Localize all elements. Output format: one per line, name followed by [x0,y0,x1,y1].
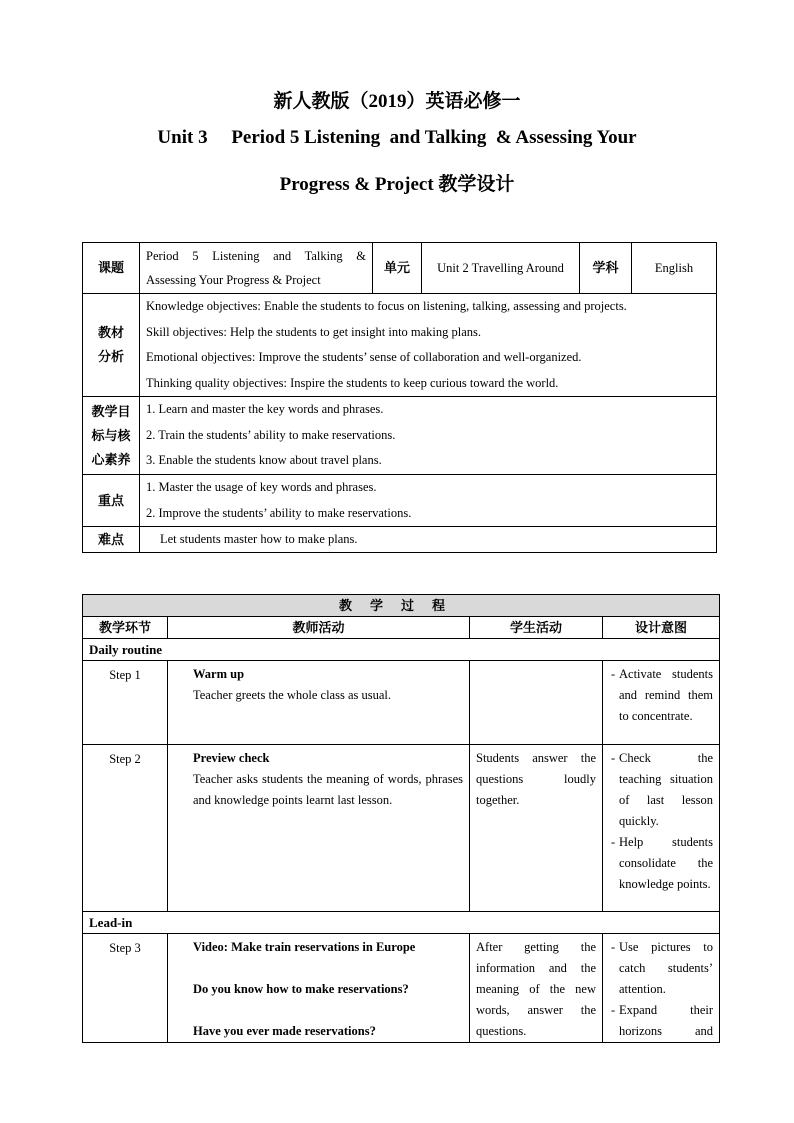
topic-row [83,243,717,294]
difficult-points-row [83,527,717,553]
difficult-points-content: Let students master how to make plans. [140,527,717,553]
key-point-line: 1. Master the usage of key words and phrases. [146,480,377,494]
goal-line: 1. Learn and master the key words and phrases. [146,402,384,417]
document-subtitle-continued: Progress & Project 教学设计 [279,174,515,195]
analysis-row [83,294,717,397]
topic-line: Assessing Your Progress & Project [146,273,321,287]
intent-text: Use pictures to catch students’ attention. [619,940,714,996]
intent-item: - Help students consolidate the knowledge points. [611,832,713,895]
activity-question: Have you ever made reservations? [193,1024,376,1038]
goals-row [83,397,717,475]
intent-item: - Check the teaching situation of last lesson quickly. [611,748,713,832]
objective-line: Thinking quality objectives: Inspire the students to keep curious toward the world. [146,375,559,390]
activity-title: Video: Make train reservations in Europe [193,940,416,954]
key-point-line: 2. Improve the students’ ability to make reservations. [146,505,412,520]
process-banner: 教学过程 [83,595,720,617]
teacher-activity [168,934,470,1043]
goals-content [140,397,717,475]
step-label: Step 1 [83,661,168,745]
unit-label: 单元 [373,243,422,294]
topic-value [140,243,373,294]
column-header-student: 学生活动 [470,617,603,639]
activity-title: Preview check [193,751,270,765]
activity-question: Do you know how to make reservations? [193,982,409,996]
key-points-label: 重点 [83,475,140,527]
subject-label: 学科 [580,243,632,294]
step-row [83,745,720,912]
subject-value: English [632,243,717,294]
goals-label [83,397,140,475]
objective-line: Knowledge objectives: Enable the students to focus on listening, talking, assessing and projects. [146,299,627,313]
student-activity: Students answer the questions loudly together. [470,745,603,912]
column-header-teacher: 教师活动 [168,617,470,639]
column-header-row [83,617,720,639]
key-points-content [140,475,717,527]
analysis-label-line: 教材 [97,325,124,340]
section-row-lead-in [83,912,720,934]
lesson-info-table [82,242,717,553]
step-label: Step 3 [83,934,168,1043]
intent-text: Activate students and remind them to concentrate. [619,667,714,723]
intent-item: - Use pictures to catch students’ attention. [611,937,713,1000]
intent-text: Check the teaching situation of last lesson quickly. [619,751,714,828]
intent-text: Expand their horizons and [619,1003,714,1038]
goals-label-line: 标与核 [91,427,131,443]
intent-item: - Activate students and remind them to concentrate. [611,664,713,727]
goal-line: 3. Enable the students know about travel plans. [146,453,382,468]
unit-value: Unit 2 Travelling Around [422,243,580,294]
document-subtitle: Unit 3 Period 5 Listening and Talking & Assessing Your [157,127,637,148]
teacher-activity [168,745,470,912]
key-points-row [83,475,717,527]
design-intent [603,934,720,1043]
objective-line: Emotional objectives: Improve the students’ sense of collaboration and well-organized. [146,350,582,364]
goals-label-line: 心素养 [91,451,131,467]
student-activity [470,661,603,745]
topic-line: Period 5 Listening and Talking & [146,249,366,263]
column-header-step: 教学环节 [83,617,168,639]
intent-text: Help students consolidate the knowledge points. [619,835,714,891]
process-banner-row [83,595,720,617]
step-row [83,934,720,1043]
step-label: Step 2 [83,745,168,912]
analysis-label-line: 分析 [97,349,124,364]
activity-text: Teacher greets the whole class as usual. [193,688,392,702]
column-header-intent: 设计意图 [603,617,720,639]
teaching-process-table [82,594,720,1043]
section-title: Daily routine [83,639,720,661]
goals-label-line: 教学目 [91,403,131,419]
objective-line: Skill objectives: Help the students to get insight into making plans. [146,324,482,339]
design-intent [603,661,720,745]
document-title: 新人教版（2019）英语必修一 [273,91,521,112]
intent-item: - Expand their horizons and [611,1000,713,1042]
activity-title: Warm up [193,667,245,681]
activity-text: Teacher asks students the meaning of words, phrases and knowledge points learnt last lesson. [193,772,463,807]
section-row-daily-routine [83,639,720,661]
design-intent [603,745,720,912]
teacher-activity [168,661,470,745]
difficult-points-label: 难点 [83,527,140,553]
goal-line: 2. Train the students’ ability to make reservations. [146,427,396,442]
student-activity: After getting the information and the meaning of the new words, answer the questions. [470,934,603,1043]
step-row [83,661,720,745]
analysis-label [83,294,140,397]
topic-label: 课题 [83,243,140,294]
analysis-content [140,294,717,397]
section-title: Lead-in [83,912,720,934]
